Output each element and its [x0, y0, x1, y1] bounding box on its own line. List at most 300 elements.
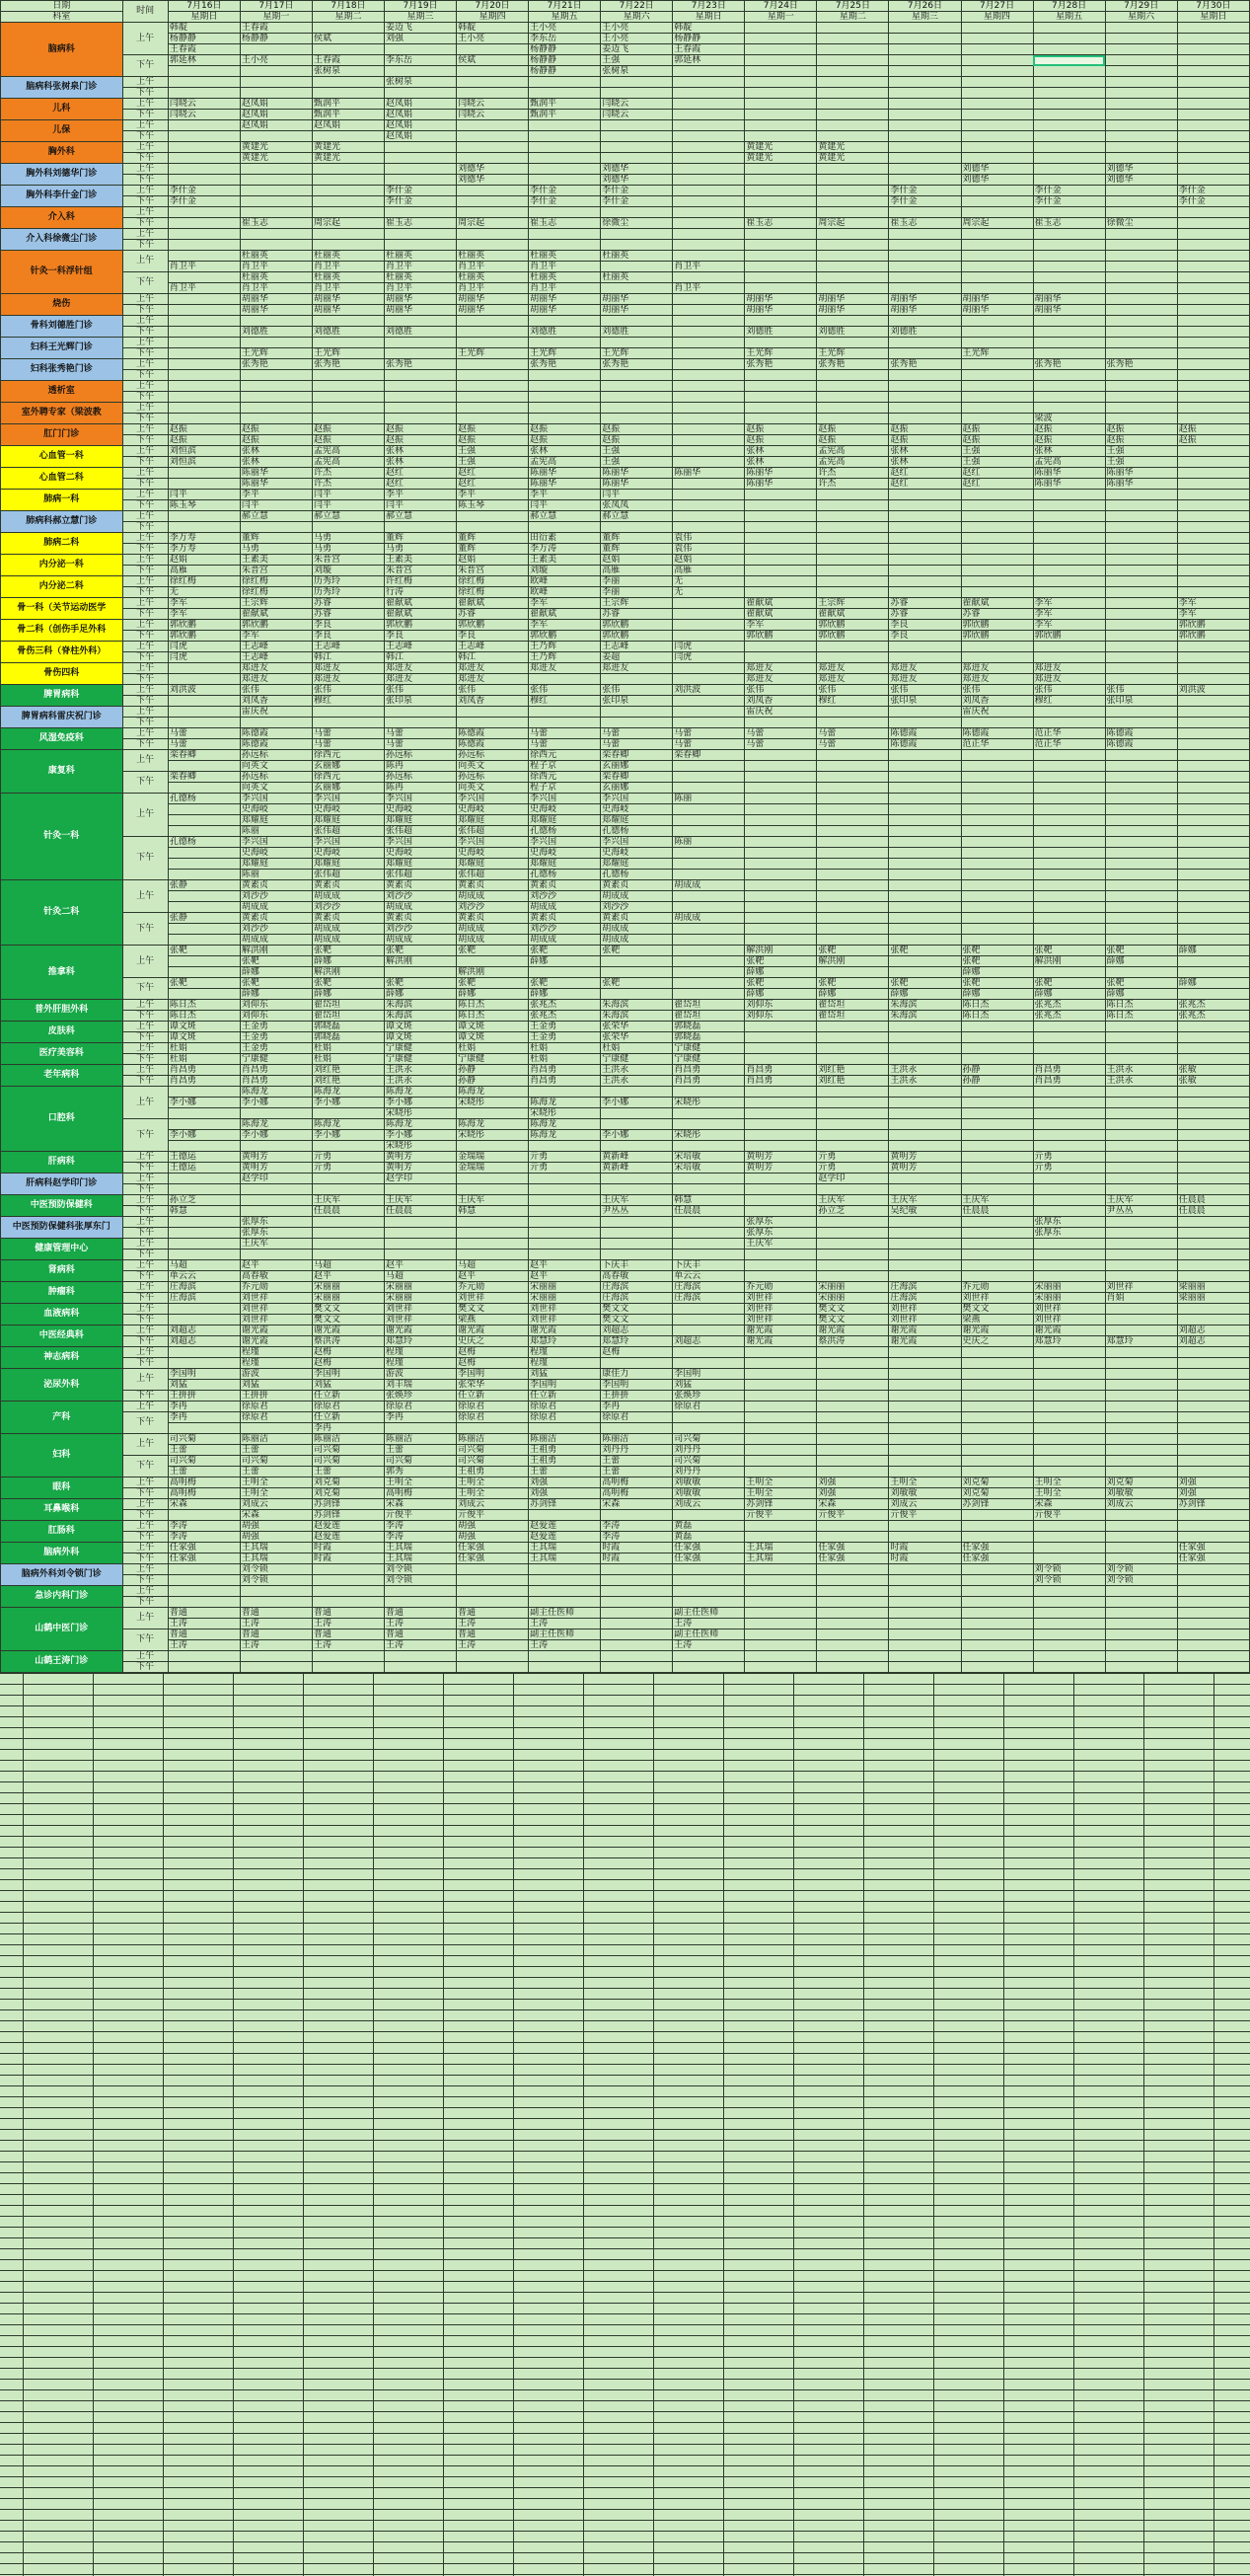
schedule-cell[interactable]: 樊文文	[312, 1304, 384, 1315]
schedule-cell[interactable]: 张敏	[1177, 1076, 1249, 1087]
schedule-cell[interactable]	[1177, 468, 1249, 479]
schedule-cell[interactable]	[1177, 848, 1249, 859]
schedule-cell[interactable]: 郑耀庭	[457, 859, 529, 870]
department-name[interactable]: 胸外科	[1, 142, 123, 164]
schedule-cell[interactable]: 崔玉志	[529, 218, 601, 229]
schedule-cell[interactable]: 司兴菊	[312, 1456, 384, 1467]
schedule-cell[interactable]	[817, 77, 889, 88]
schedule-cell[interactable]	[240, 207, 312, 218]
schedule-cell[interactable]: 刘令锁	[1105, 1575, 1177, 1586]
schedule-cell[interactable]	[961, 1412, 1033, 1423]
schedule-cell[interactable]: 樊文文	[817, 1304, 889, 1315]
schedule-cell[interactable]	[889, 283, 961, 294]
schedule-cell[interactable]: 胡丽华	[817, 294, 889, 305]
schedule-cell[interactable]: 史海岐	[385, 848, 457, 859]
schedule-cell[interactable]: 刘世祥	[1033, 1315, 1105, 1326]
schedule-cell[interactable]: 陈海龙	[240, 1119, 312, 1130]
schedule-cell[interactable]	[745, 826, 817, 837]
schedule-cell[interactable]: 王明全	[240, 1488, 312, 1499]
schedule-cell[interactable]: 王宗辉	[601, 598, 673, 609]
schedule-cell[interactable]: 王小亮	[457, 34, 529, 44]
schedule-cell[interactable]: 翟岱坦	[312, 1011, 384, 1022]
schedule-cell[interactable]: 闫虎	[673, 652, 745, 663]
schedule-cell[interactable]	[745, 44, 817, 55]
schedule-cell[interactable]	[601, 1087, 673, 1098]
schedule-cell[interactable]: 杜娟	[168, 1043, 240, 1054]
schedule-cell[interactable]	[312, 240, 384, 251]
schedule-cell[interactable]	[529, 522, 601, 533]
schedule-cell[interactable]	[1105, 1250, 1177, 1260]
schedule-cell[interactable]	[817, 1369, 889, 1380]
schedule-cell[interactable]: 侯斌	[457, 55, 529, 66]
schedule-cell[interactable]	[1033, 1467, 1105, 1477]
schedule-cell[interactable]	[961, 891, 1033, 902]
schedule-cell[interactable]: 任家强	[1177, 1553, 1249, 1564]
schedule-cell[interactable]: 薛娜	[240, 989, 312, 1000]
schedule-cell[interactable]: 王小亮	[601, 34, 673, 44]
schedule-cell[interactable]: 杜丽英	[601, 272, 673, 283]
schedule-cell[interactable]: 赵梅	[312, 1358, 384, 1369]
schedule-cell[interactable]	[745, 1412, 817, 1423]
schedule-cell[interactable]: 宋丽丽	[385, 1282, 457, 1293]
schedule-cell[interactable]	[1105, 370, 1177, 381]
schedule-cell[interactable]: 侯斌	[312, 34, 384, 44]
schedule-cell[interactable]: 李涛	[601, 1532, 673, 1543]
schedule-cell[interactable]	[745, 652, 817, 663]
schedule-cell[interactable]: 谢光霞	[745, 1326, 817, 1336]
schedule-cell[interactable]: 闫平	[312, 490, 384, 500]
schedule-cell[interactable]	[889, 1597, 961, 1608]
schedule-cell[interactable]: 李什金	[1177, 196, 1249, 207]
schedule-cell[interactable]	[1033, 34, 1105, 44]
schedule-cell[interactable]: 王金勇	[240, 1032, 312, 1043]
schedule-cell[interactable]	[529, 120, 601, 131]
schedule-cell[interactable]	[1177, 1054, 1249, 1065]
schedule-cell[interactable]: 闫虎	[168, 652, 240, 663]
schedule-cell[interactable]: 王强	[601, 55, 673, 66]
schedule-cell[interactable]	[889, 1369, 961, 1380]
schedule-cell[interactable]	[889, 164, 961, 175]
schedule-cell[interactable]	[817, 1032, 889, 1043]
schedule-cell[interactable]: 胡成成	[457, 924, 529, 935]
schedule-cell[interactable]: 王祖勇	[529, 1445, 601, 1456]
schedule-cell[interactable]: 李兴国	[529, 794, 601, 804]
schedule-cell[interactable]: 杜丽英	[240, 251, 312, 262]
schedule-cell[interactable]	[1033, 1271, 1105, 1282]
schedule-cell[interactable]: 向英文	[240, 761, 312, 772]
schedule-cell[interactable]: 普通	[240, 1608, 312, 1619]
schedule-cell[interactable]: 陈丽洁	[457, 1434, 529, 1445]
schedule-cell[interactable]: 宋丽丽	[1033, 1293, 1105, 1304]
schedule-cell[interactable]: 韩慧	[168, 1206, 240, 1217]
schedule-cell[interactable]: 胡强	[457, 1532, 529, 1543]
schedule-cell[interactable]: 刘洪波	[168, 685, 240, 696]
schedule-cell[interactable]	[961, 414, 1033, 424]
schedule-cell[interactable]: 王乃辉	[529, 642, 601, 652]
schedule-cell[interactable]	[817, 1358, 889, 1369]
schedule-cell[interactable]: 王涛	[529, 1640, 601, 1651]
schedule-cell[interactable]	[240, 186, 312, 196]
schedule-cell[interactable]	[961, 718, 1033, 728]
schedule-cell[interactable]: 刘沙沙	[240, 891, 312, 902]
schedule-cell[interactable]: 史海岐	[385, 804, 457, 815]
schedule-cell[interactable]: 王强	[1105, 446, 1177, 457]
schedule-cell[interactable]: 史海岐	[240, 804, 312, 815]
schedule-cell[interactable]	[529, 1141, 601, 1152]
schedule-cell[interactable]	[1177, 1564, 1249, 1575]
schedule-cell[interactable]: 刘超志	[168, 1336, 240, 1347]
schedule-cell[interactable]: 陈玉琴	[457, 500, 529, 511]
date-header[interactable]: 7月25日	[817, 1, 889, 12]
schedule-cell[interactable]: 陈丽华	[240, 468, 312, 479]
schedule-cell[interactable]	[817, 1184, 889, 1195]
schedule-cell[interactable]: 刘强	[529, 1488, 601, 1499]
schedule-cell[interactable]	[601, 1217, 673, 1228]
schedule-cell[interactable]: 刘沙沙	[601, 902, 673, 913]
schedule-cell[interactable]	[1177, 414, 1249, 424]
schedule-cell[interactable]: 赵学印	[817, 1174, 889, 1184]
schedule-cell[interactable]	[961, 500, 1033, 511]
schedule-cell[interactable]	[1033, 1358, 1105, 1369]
schedule-cell[interactable]	[601, 240, 673, 251]
schedule-cell[interactable]	[1105, 327, 1177, 338]
schedule-cell[interactable]	[961, 283, 1033, 294]
department-name[interactable]: 骨伤三科（脊柱外科）	[1, 642, 123, 663]
schedule-cell[interactable]	[745, 1174, 817, 1184]
schedule-cell[interactable]: 高雁	[168, 566, 240, 576]
schedule-cell[interactable]	[817, 1456, 889, 1467]
schedule-cell[interactable]	[168, 359, 240, 370]
schedule-cell[interactable]: 胡丽华	[240, 294, 312, 305]
department-name[interactable]: 脑病外科刘令锁门诊	[1, 1564, 123, 1586]
schedule-cell[interactable]	[1105, 490, 1177, 500]
schedule-cell[interactable]: 郭欣鹏	[961, 620, 1033, 631]
schedule-cell[interactable]	[817, 1108, 889, 1119]
schedule-cell[interactable]	[889, 229, 961, 240]
schedule-cell[interactable]	[601, 370, 673, 381]
schedule-cell[interactable]: 郭欣鹏	[961, 631, 1033, 642]
schedule-cell[interactable]	[817, 316, 889, 327]
schedule-cell[interactable]: 赵爱莲	[312, 1532, 384, 1543]
schedule-cell[interactable]	[745, 403, 817, 414]
schedule-cell[interactable]: 李什金	[889, 196, 961, 207]
schedule-cell[interactable]: 张靶	[385, 978, 457, 989]
schedule-cell[interactable]	[1105, 1239, 1177, 1250]
schedule-cell[interactable]: 刘德华	[961, 164, 1033, 175]
schedule-cell[interactable]	[1033, 1391, 1105, 1402]
schedule-cell[interactable]	[312, 131, 384, 142]
schedule-cell[interactable]	[889, 1586, 961, 1597]
schedule-cell[interactable]	[817, 262, 889, 272]
weekday-header[interactable]: 星期一	[745, 12, 817, 23]
schedule-cell[interactable]	[1033, 1141, 1105, 1152]
schedule-cell[interactable]	[1177, 826, 1249, 837]
schedule-cell[interactable]: 王其瑞	[385, 1553, 457, 1564]
schedule-cell[interactable]: 朱晋宫	[385, 566, 457, 576]
schedule-cell[interactable]: 李冉	[168, 1402, 240, 1412]
schedule-cell[interactable]: 王志峰	[240, 642, 312, 652]
schedule-cell[interactable]: 张伟超	[312, 870, 384, 880]
schedule-cell[interactable]: 谢光霞	[240, 1326, 312, 1336]
schedule-cell[interactable]	[1033, 142, 1105, 153]
schedule-cell[interactable]: 赵振	[168, 435, 240, 446]
schedule-cell[interactable]	[1177, 1217, 1249, 1228]
schedule-cell[interactable]: 郝立慧	[385, 511, 457, 522]
schedule-cell[interactable]	[889, 1380, 961, 1391]
schedule-cell[interactable]	[961, 576, 1033, 587]
schedule-cell[interactable]	[961, 240, 1033, 251]
schedule-cell[interactable]: 孔德杨	[168, 794, 240, 804]
schedule-cell[interactable]	[745, 23, 817, 34]
schedule-cell[interactable]	[673, 435, 745, 446]
schedule-cell[interactable]: 张靶	[745, 956, 817, 967]
schedule-cell[interactable]	[745, 837, 817, 848]
schedule-cell[interactable]: 王涛	[312, 1619, 384, 1629]
schedule-cell[interactable]	[1177, 1271, 1249, 1282]
schedule-cell[interactable]	[168, 956, 240, 967]
schedule-cell[interactable]: 王拼拼	[240, 1391, 312, 1402]
schedule-cell[interactable]: 刘德华	[601, 175, 673, 186]
schedule-cell[interactable]: 朱海滨	[601, 1011, 673, 1022]
schedule-cell[interactable]: 李兴国	[312, 837, 384, 848]
schedule-cell[interactable]: 赵娟	[673, 555, 745, 566]
schedule-cell[interactable]: 郑进友	[817, 674, 889, 685]
schedule-cell[interactable]	[961, 1108, 1033, 1119]
schedule-cell[interactable]: 胡丽华	[817, 305, 889, 316]
schedule-cell[interactable]: 张林	[385, 457, 457, 468]
schedule-cell[interactable]	[673, 142, 745, 153]
schedule-cell[interactable]	[1177, 251, 1249, 262]
schedule-cell[interactable]	[1177, 1651, 1249, 1662]
schedule-cell[interactable]	[745, 66, 817, 77]
schedule-cell[interactable]	[961, 902, 1033, 913]
schedule-cell[interactable]: 副主任医师	[529, 1608, 601, 1619]
schedule-cell[interactable]	[1033, 1260, 1105, 1271]
schedule-cell[interactable]	[745, 1032, 817, 1043]
schedule-cell[interactable]	[168, 674, 240, 685]
schedule-cell[interactable]: 闫晓云	[168, 110, 240, 120]
schedule-cell[interactable]	[1177, 750, 1249, 761]
schedule-cell[interactable]	[673, 359, 745, 370]
schedule-cell[interactable]	[1033, 1456, 1105, 1467]
schedule-cell[interactable]: 李小娜	[601, 1098, 673, 1108]
schedule-cell[interactable]: 胡成成	[312, 935, 384, 946]
schedule-cell[interactable]: 胡成成	[529, 902, 601, 913]
schedule-cell[interactable]: 范正华	[1033, 728, 1105, 739]
schedule-cell[interactable]	[1177, 555, 1249, 566]
schedule-cell[interactable]: 玄丽娜	[601, 783, 673, 794]
schedule-cell[interactable]: 樊文文	[601, 1304, 673, 1315]
schedule-cell[interactable]	[457, 1662, 529, 1673]
schedule-cell[interactable]: 刘红艳	[312, 1076, 384, 1087]
schedule-cell[interactable]: 刘成云	[240, 1499, 312, 1510]
schedule-cell[interactable]: 解洪刚	[312, 967, 384, 978]
schedule-cell[interactable]	[1177, 1022, 1249, 1032]
schedule-cell[interactable]: 赵红	[385, 468, 457, 479]
schedule-cell[interactable]: 陈海龙	[385, 1087, 457, 1098]
date-header[interactable]: 7月26日	[889, 1, 961, 12]
schedule-cell[interactable]	[961, 1423, 1033, 1434]
department-name[interactable]: 内分泌一科	[1, 555, 123, 576]
schedule-cell[interactable]	[673, 229, 745, 240]
schedule-cell[interactable]	[961, 44, 1033, 55]
schedule-cell[interactable]: 金瑞瑞	[457, 1152, 529, 1163]
schedule-cell[interactable]	[673, 414, 745, 424]
schedule-cell[interactable]	[168, 120, 240, 131]
schedule-cell[interactable]	[1177, 1456, 1249, 1467]
schedule-cell[interactable]: 司兴菊	[457, 1456, 529, 1467]
schedule-cell[interactable]: 薛娜	[529, 956, 601, 967]
schedule-cell[interactable]	[1177, 1662, 1249, 1673]
schedule-cell[interactable]: 张伟	[529, 685, 601, 696]
schedule-cell[interactable]: 马蕾	[601, 728, 673, 739]
schedule-cell[interactable]	[1177, 761, 1249, 772]
schedule-cell[interactable]: 刘世祥	[457, 1293, 529, 1304]
schedule-cell[interactable]	[1033, 44, 1105, 55]
schedule-cell[interactable]	[529, 1510, 601, 1521]
schedule-cell[interactable]: 周宗起	[961, 218, 1033, 229]
schedule-cell[interactable]: 高明梅	[385, 1488, 457, 1499]
schedule-cell[interactable]: 王强	[961, 446, 1033, 457]
schedule-cell[interactable]: 刘凤香	[457, 696, 529, 707]
schedule-cell[interactable]	[240, 392, 312, 403]
schedule-cell[interactable]	[889, 1260, 961, 1271]
schedule-cell[interactable]	[529, 316, 601, 327]
schedule-cell[interactable]: 朱海滨	[889, 1011, 961, 1022]
date-header[interactable]: 7月23日	[673, 1, 745, 12]
schedule-cell[interactable]: 刘猛	[529, 1369, 601, 1380]
date-header[interactable]: 7月27日	[961, 1, 1033, 12]
schedule-cell[interactable]	[1033, 707, 1105, 718]
schedule-cell[interactable]: 李兴国	[385, 794, 457, 804]
schedule-cell[interactable]	[889, 207, 961, 218]
schedule-cell[interactable]: 杨静静	[240, 34, 312, 44]
schedule-cell[interactable]: 肖卫平	[168, 283, 240, 294]
schedule-cell[interactable]: 谭文斑	[457, 1032, 529, 1043]
schedule-cell[interactable]: 肖昌勇	[745, 1076, 817, 1087]
schedule-cell[interactable]	[745, 55, 817, 66]
schedule-cell[interactable]	[961, 316, 1033, 327]
schedule-cell[interactable]	[1177, 1141, 1249, 1152]
schedule-cell[interactable]	[817, 110, 889, 120]
schedule-cell[interactable]	[1177, 1184, 1249, 1195]
schedule-cell[interactable]: 解洪刚	[745, 946, 817, 956]
schedule-cell[interactable]: 肖昌勇	[1033, 1076, 1105, 1087]
schedule-cell[interactable]	[240, 316, 312, 327]
schedule-cell[interactable]	[1105, 1532, 1177, 1543]
schedule-cell[interactable]: 宁康健	[457, 1054, 529, 1065]
schedule-cell[interactable]: 任家强	[961, 1553, 1033, 1564]
schedule-cell[interactable]: 李兴国	[601, 837, 673, 848]
schedule-cell[interactable]	[601, 381, 673, 392]
schedule-cell[interactable]: 姜迈飞	[601, 44, 673, 55]
schedule-cell[interactable]: 马勇	[240, 544, 312, 555]
schedule-cell[interactable]	[889, 707, 961, 718]
schedule-cell[interactable]: 李冉	[168, 1412, 240, 1423]
schedule-cell[interactable]	[601, 414, 673, 424]
schedule-cell[interactable]: 任家强	[673, 1553, 745, 1564]
schedule-cell[interactable]: 刘敏敏	[1105, 1488, 1177, 1499]
schedule-cell[interactable]: 陈海龙	[529, 1098, 601, 1108]
schedule-cell[interactable]: 司兴菊	[385, 1456, 457, 1467]
schedule-cell[interactable]: 王洪永	[1105, 1076, 1177, 1087]
schedule-cell[interactable]: 王蕾	[168, 1445, 240, 1456]
schedule-cell[interactable]	[817, 414, 889, 424]
schedule-cell[interactable]: 王庆军	[1105, 1195, 1177, 1206]
schedule-cell[interactable]: 宋晓彤	[529, 1108, 601, 1119]
schedule-cell[interactable]: 宋晓彤	[457, 1130, 529, 1141]
schedule-cell[interactable]: 陈德霞	[1105, 739, 1177, 750]
schedule-cell[interactable]	[1033, 1032, 1105, 1043]
schedule-cell[interactable]: 史海岐	[529, 804, 601, 815]
schedule-cell[interactable]	[168, 870, 240, 880]
schedule-cell[interactable]: 张靶	[457, 946, 529, 956]
schedule-cell[interactable]	[889, 1108, 961, 1119]
schedule-cell[interactable]	[889, 837, 961, 848]
schedule-cell[interactable]: 李军	[168, 609, 240, 620]
schedule-cell[interactable]	[1105, 392, 1177, 403]
schedule-cell[interactable]	[1177, 815, 1249, 826]
schedule-cell[interactable]: 马勇	[312, 544, 384, 555]
schedule-cell[interactable]: 闫平	[385, 500, 457, 511]
schedule-cell[interactable]	[1105, 1434, 1177, 1445]
schedule-cell[interactable]: 韩江	[385, 652, 457, 663]
schedule-cell[interactable]	[889, 1391, 961, 1402]
schedule-cell[interactable]	[1105, 652, 1177, 663]
schedule-cell[interactable]	[817, 1564, 889, 1575]
schedule-cell[interactable]: 刘超志	[1177, 1336, 1249, 1347]
schedule-cell[interactable]	[673, 164, 745, 175]
schedule-cell[interactable]	[601, 1586, 673, 1597]
schedule-cell[interactable]: 宁康健	[385, 1043, 457, 1054]
schedule-cell[interactable]	[961, 370, 1033, 381]
schedule-cell[interactable]: 孔德杨	[601, 870, 673, 880]
schedule-cell[interactable]	[817, 1467, 889, 1477]
schedule-cell[interactable]: 翟岱坦	[817, 1000, 889, 1011]
schedule-cell[interactable]	[1033, 837, 1105, 848]
schedule-cell[interactable]: 欧峰	[529, 576, 601, 587]
schedule-cell[interactable]: 陈丽洁	[312, 1434, 384, 1445]
schedule-cell[interactable]	[889, 1098, 961, 1108]
department-name[interactable]: 肛肠科	[1, 1521, 123, 1543]
schedule-cell[interactable]	[1105, 663, 1177, 674]
schedule-cell[interactable]	[1105, 262, 1177, 272]
schedule-cell[interactable]	[817, 587, 889, 598]
date-header[interactable]: 7月30日	[1177, 1, 1249, 12]
schedule-cell[interactable]: 任晨晨	[312, 1206, 384, 1217]
schedule-cell[interactable]	[1177, 479, 1249, 490]
schedule-cell[interactable]	[1177, 500, 1249, 511]
schedule-cell[interactable]: 宁康健	[240, 1054, 312, 1065]
schedule-cell[interactable]: 玄丽娜	[601, 761, 673, 772]
schedule-cell[interactable]: 马蕾	[385, 739, 457, 750]
schedule-cell[interactable]	[745, 1640, 817, 1651]
schedule-cell[interactable]: 赵凤娟	[385, 99, 457, 110]
schedule-cell[interactable]: 甄润平	[312, 99, 384, 110]
schedule-cell[interactable]: 王强	[601, 457, 673, 468]
schedule-cell[interactable]: 赵学印	[385, 1174, 457, 1184]
schedule-cell[interactable]	[168, 316, 240, 327]
schedule-cell[interactable]: 闫平	[240, 500, 312, 511]
schedule-cell[interactable]	[312, 186, 384, 196]
schedule-cell[interactable]	[673, 186, 745, 196]
schedule-cell[interactable]: 杜丽英	[529, 272, 601, 283]
schedule-cell[interactable]	[961, 783, 1033, 794]
department-name[interactable]: 推拿科	[1, 946, 123, 1000]
schedule-cell[interactable]	[457, 1586, 529, 1597]
date-header[interactable]: 7月16日	[168, 1, 240, 12]
schedule-cell[interactable]: 王明全	[240, 1477, 312, 1488]
